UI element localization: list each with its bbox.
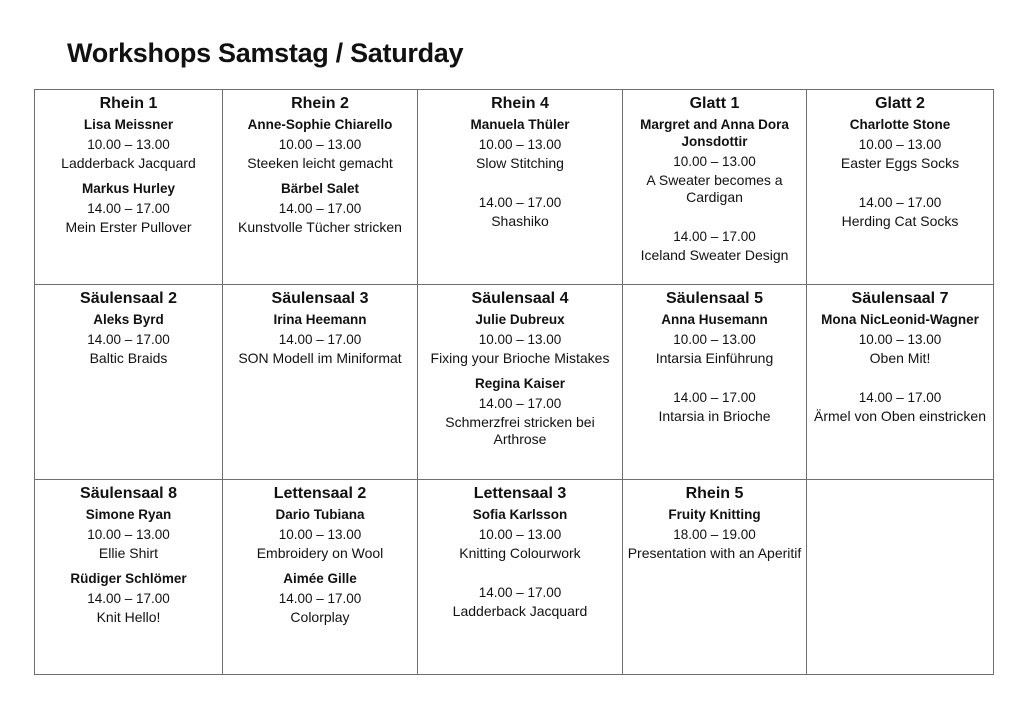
room-cell-content	[223, 480, 417, 626]
session-block	[35, 506, 222, 562]
room-cell-content	[35, 90, 222, 236]
instructor-name: Fruity Knitting	[668, 507, 761, 522]
session-block	[623, 116, 806, 206]
workshop-title: Intarsia in Brioche	[658, 408, 771, 424]
room-name: Lettensaal 3	[473, 485, 567, 502]
session-block	[223, 116, 417, 172]
room-cell-content	[623, 90, 806, 264]
session-time: 10.00 – 13.00	[673, 332, 756, 347]
session-time: 14.00 – 17.00	[673, 390, 756, 405]
workshop-title: Baltic Braids	[89, 350, 168, 366]
room-name: Rhein 4	[491, 95, 549, 112]
instructor-name: Simone Ryan	[85, 507, 172, 522]
session-time: 10.00 – 13.00	[478, 332, 562, 347]
instructor-name: Bärbel Salet	[280, 181, 360, 196]
room-name: Rhein 2	[291, 95, 349, 112]
room-cell	[223, 285, 418, 480]
session-block	[807, 389, 993, 425]
workshop-title: Knit Hello!	[96, 609, 161, 625]
instructor-name: Aleks Byrd	[93, 312, 164, 327]
room-name: Rhein 5	[685, 485, 744, 502]
workshop-title: Colorplay	[290, 609, 350, 625]
session-time: 14.00 – 17.00	[278, 201, 362, 216]
workshop-title: Oben Mit!	[869, 350, 931, 366]
room-cell	[623, 285, 807, 480]
schedule-body	[35, 90, 994, 675]
session-block	[418, 584, 622, 620]
instructor-name: Charlotte Stone	[849, 117, 951, 132]
room-cell-content	[807, 285, 993, 425]
room-cell-content	[35, 285, 222, 367]
workshop-title: Ladderback Jacquard	[61, 155, 196, 171]
session-block	[223, 311, 417, 367]
workshop-title: A Sweater becomes a Cardigan	[646, 172, 783, 205]
instructor-name: Aimée Gille	[283, 571, 357, 586]
session-block	[807, 116, 993, 172]
session-block	[623, 506, 806, 562]
instructor-name: Lisa Meissner	[83, 117, 174, 132]
instructor-name: Irina Heemann	[273, 312, 367, 327]
session-block	[35, 570, 222, 626]
workshop-title: Herding Cat Socks	[841, 213, 959, 229]
schedule-row	[35, 480, 994, 675]
instructor-name: Markus Hurley	[81, 181, 176, 196]
room-cell-content	[223, 90, 417, 236]
session-block	[418, 194, 622, 230]
session-block	[35, 180, 222, 236]
room-cell	[35, 480, 223, 675]
workshop-title: Fixing your Brioche Mistakes	[430, 350, 610, 366]
session-block	[623, 389, 806, 425]
room-cell	[807, 90, 994, 285]
session-time: 10.00 – 13.00	[858, 332, 942, 347]
session-time: 10.00 – 13.00	[478, 137, 562, 152]
session-time: 10.00 – 13.00	[278, 527, 362, 542]
session-block	[223, 506, 417, 562]
workshop-title: Kunstvolle Tücher stricken	[238, 219, 402, 235]
session-block	[418, 116, 622, 172]
workshop-title: Iceland Sweater Design	[640, 247, 789, 263]
room-cell-content	[623, 285, 806, 425]
workshop-title: Ladderback Jacquard	[452, 603, 588, 619]
room-name: Säulensaal 4	[471, 290, 569, 307]
session-time: 10.00 – 13.00	[673, 154, 756, 169]
room-cell-content	[418, 90, 622, 230]
room-cell	[807, 285, 994, 480]
session-time: 14.00 – 17.00	[87, 591, 170, 606]
room-name: Säulensaal 2	[80, 290, 177, 307]
instructor-name: Margret and Anna Dora Jonsdottir	[640, 117, 789, 149]
workshop-schedule-table	[34, 89, 994, 675]
instructor-name: Regina Kaiser	[474, 376, 566, 391]
room-cell	[418, 285, 623, 480]
schedule-row	[35, 90, 994, 285]
workshop-title: Slow Stitching	[476, 155, 564, 171]
room-cell-content	[807, 480, 993, 484]
room-cell-content	[807, 90, 993, 230]
room-cell	[807, 480, 994, 675]
room-cell-content	[35, 480, 222, 626]
room-cell	[623, 90, 807, 285]
workshop-title: Presentation with an Aperitif	[627, 545, 802, 561]
session-time: 14.00 – 17.00	[478, 396, 562, 411]
workshop-title: Schmerzfrei stricken bei Arthrose	[445, 414, 595, 447]
workshop-title: Ellie Shirt	[98, 545, 159, 561]
workshop-title: Shashiko	[491, 213, 549, 229]
session-time: 14.00 – 17.00	[673, 229, 756, 244]
session-time: 10.00 – 13.00	[278, 137, 362, 152]
session-block	[223, 180, 417, 236]
session-block	[418, 375, 622, 448]
room-name: Glatt 2	[875, 95, 925, 112]
session-time: 14.00 – 17.00	[278, 332, 362, 347]
instructor-name: Anne-Sophie Chiarello	[247, 117, 393, 132]
session-time: 14.00 – 17.00	[858, 195, 942, 210]
room-name: Säulensaal 7	[851, 290, 949, 307]
session-time: 10.00 – 13.00	[858, 137, 942, 152]
session-block	[807, 311, 993, 367]
session-time: 10.00 – 13.00	[87, 137, 170, 152]
instructor-name: Dario Tubiana	[275, 507, 365, 522]
instructor-name: Mona NicLeonid-Wagner	[821, 312, 979, 327]
room-name: Säulensaal 8	[80, 485, 177, 502]
session-block	[623, 311, 806, 367]
room-cell-content	[418, 285, 622, 448]
room-cell	[223, 480, 418, 675]
session-time: 14.00 – 17.00	[278, 591, 362, 606]
room-cell-content	[223, 285, 417, 367]
session-time: 10.00 – 13.00	[478, 527, 562, 542]
workshop-title: Steeken leicht gemacht	[247, 155, 393, 171]
session-time: 14.00 – 17.00	[478, 585, 562, 600]
instructor-name: Manuela Thüler	[470, 117, 570, 132]
session-block	[623, 228, 806, 264]
instructor-name: Julie Dubreux	[475, 312, 565, 327]
session-block	[35, 116, 222, 172]
room-name: Lettensaal 2	[273, 485, 367, 502]
session-block	[807, 194, 993, 230]
room-cell	[418, 480, 623, 675]
room-cell	[418, 90, 623, 285]
session-time: 14.00 – 17.00	[87, 201, 170, 216]
workshop-title: Ärmel von Oben einstricken	[814, 408, 986, 424]
instructor-name: Sofia Karlsson	[472, 507, 568, 522]
room-name: Rhein 1	[99, 95, 158, 112]
workshop-title: Intarsia Einführung	[655, 350, 774, 366]
room-name: Glatt 1	[689, 95, 740, 112]
room-cell	[35, 285, 223, 480]
session-time: 14.00 – 17.00	[478, 195, 562, 210]
workshop-title: Easter Eggs Socks	[840, 155, 960, 171]
workshop-title: SON Modell im Miniformat	[238, 350, 402, 366]
room-name: Säulensaal 5	[666, 290, 763, 307]
room-name: Säulensaal 3	[271, 290, 369, 307]
session-time: 10.00 – 13.00	[87, 527, 170, 542]
room-cell	[35, 90, 223, 285]
workshop-title: Knitting Colourwork	[459, 545, 581, 561]
schedule-row	[35, 285, 994, 480]
workshop-title: Embroidery on Wool	[256, 545, 384, 561]
page-title: Workshops Samstag / Saturday	[67, 38, 464, 68]
room-cell	[623, 480, 807, 675]
room-cell-content	[418, 480, 622, 620]
session-block	[35, 311, 222, 367]
session-time: 14.00 – 17.00	[858, 390, 942, 405]
room-cell-content	[623, 480, 806, 562]
session-block	[418, 506, 622, 562]
workshop-title: Mein Erster Pullover	[65, 219, 192, 235]
instructor-name: Rüdiger Schlömer	[70, 571, 187, 586]
instructor-name: Anna Husemann	[661, 312, 768, 327]
session-block	[418, 311, 622, 367]
room-cell	[223, 90, 418, 285]
session-time: 14.00 – 17.00	[87, 332, 170, 347]
session-time: 18.00 – 19.00	[673, 527, 756, 542]
session-block	[223, 570, 417, 626]
